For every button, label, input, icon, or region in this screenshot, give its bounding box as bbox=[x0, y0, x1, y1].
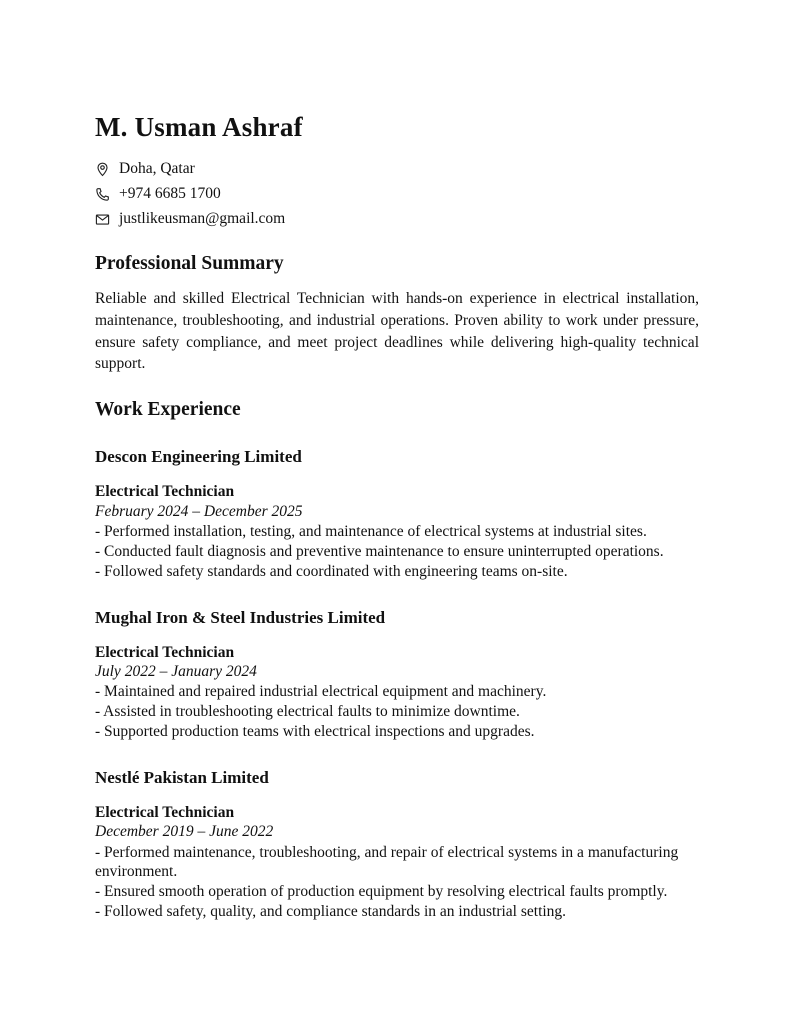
job-title: Electrical Technician bbox=[95, 804, 235, 822]
company-name: Descon Engineering Limited bbox=[95, 447, 302, 467]
location-text: Doha, Qatar bbox=[119, 160, 195, 177]
location-pin-icon bbox=[95, 162, 110, 177]
job-title: Electrical Technician bbox=[95, 483, 235, 501]
job-entry bbox=[95, 447, 699, 581]
phone-text: +974 6685 1700 bbox=[119, 185, 221, 203]
job-bullet: - Performed maintenance, troubleshooting, and repair of electrical systems in a manufacturing environment. bbox=[95, 843, 679, 880]
job-dates: December 2019 – June 2022 bbox=[95, 823, 274, 841]
job-entry bbox=[95, 608, 699, 742]
job-dates: July 2022 – January 2024 bbox=[95, 663, 257, 681]
job-bullet: - Maintained and repaired industrial electrical equipment and machinery. bbox=[95, 683, 547, 701]
contact-phone bbox=[95, 184, 699, 204]
experience-heading: Work Experience bbox=[95, 399, 241, 421]
email-icon bbox=[95, 212, 110, 227]
company-name: Mughal Iron & Steel Industries Limited bbox=[95, 607, 386, 627]
contact-email bbox=[95, 209, 699, 229]
email-text: justlikeusman@gmail.com bbox=[119, 210, 286, 228]
job-bullet: - Followed safety, quality, and compliance standards in an industrial setting. bbox=[95, 902, 567, 920]
job-bullet: - Followed safety standards and coordinated with engineering teams on-site. bbox=[95, 562, 568, 580]
job-bullet: - Performed installation, testing, and maintenance of electrical systems at industrial sites. bbox=[95, 522, 647, 540]
person-name: M. Usman Ashraf bbox=[95, 112, 303, 142]
summary-paragraph: Reliable and skilled Electrical Technician with hands-on experience in electrical installation, maintenance, troubleshooting, and industrial operations. Proven ability to work under pressure, ensure safety compliance, and meet project deadlines while delivering high-quality technical support. bbox=[95, 290, 699, 373]
job-bullet: - Conducted fault diagnosis and preventive maintenance to ensure uninterrupted operations. bbox=[95, 542, 664, 560]
summary-heading: Professional Summary bbox=[95, 253, 284, 275]
contact-location bbox=[95, 159, 699, 179]
phone-icon bbox=[95, 187, 110, 202]
job-bullet: - Supported production teams with electrical inspections and upgrades. bbox=[95, 723, 535, 741]
job-bullet: - Ensured smooth operation of production equipment by resolving electrical faults promptly. bbox=[95, 882, 668, 900]
company-name: Nestlé Pakistan Limited bbox=[95, 768, 269, 788]
job-dates: February 2024 – December 2025 bbox=[95, 502, 303, 520]
job-entry bbox=[95, 768, 699, 921]
job-bullet: - Assisted in troubleshooting electrical faults to minimize downtime. bbox=[95, 703, 520, 721]
job-title: Electrical Technician bbox=[95, 643, 235, 661]
